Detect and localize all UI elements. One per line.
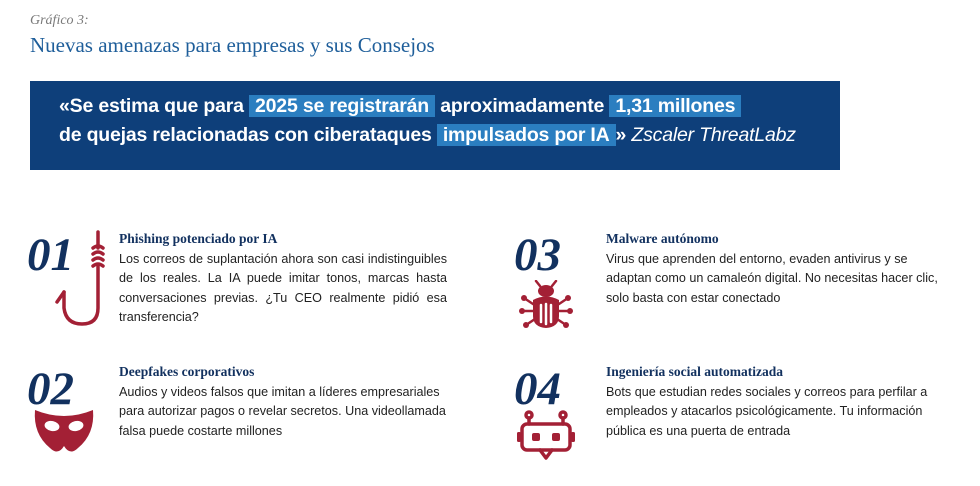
- quote-highlight-ai: impulsados por IA: [437, 124, 616, 146]
- item-description: Audios y videos falsos que imitan a líderes empresariales para autorizar pagos o revelar secretos. Una videollamada falsa puede costarte millones: [119, 384, 446, 438]
- item-description: Los correos de suplantación ahora son casi indistinguibles de los reales. La IA puede imitar tonos, marcas hasta conversaciones previas. ¿Tu CEO realmente pidió esa transferencia?: [119, 251, 447, 324]
- item-number: 03: [514, 229, 561, 281]
- item-text-block: [606, 229, 946, 308]
- fishhook-icon: [52, 228, 112, 330]
- item-number: 01: [27, 229, 74, 281]
- quote-text-3: de quejas relacionadas con ciberataques: [59, 124, 432, 146]
- robot-icon: [516, 410, 576, 462]
- quote-source: Zscaler ThreatLabz: [631, 124, 796, 146]
- item-text-block: [119, 362, 457, 441]
- bug-icon: [518, 280, 574, 332]
- item-description: Bots que estudian redes sociales y correos para perfilar a empleados y atacarlos psicológicamente. Tu información pública es una puerta de entrada: [606, 384, 928, 438]
- item-number: 02: [27, 363, 74, 415]
- quote-banner: [30, 81, 840, 170]
- item-text-block: [119, 229, 447, 328]
- quote-highlight-number: 1,31 millones: [609, 95, 741, 117]
- item-title: Ingeniería social automatizada: [606, 364, 783, 379]
- mask-icon: [32, 406, 96, 458]
- quote-text-1: «Se estima que para: [59, 95, 244, 117]
- quote-highlight-year: 2025 se registrarán: [249, 95, 435, 117]
- quote-text-2: aproximadamente: [440, 95, 605, 117]
- item-number: 04: [514, 363, 561, 415]
- item-title: Malware autónomo: [606, 231, 719, 246]
- kicker: Gráfico 3:: [30, 13, 89, 28]
- page-title: Nuevas amenazas para empresas y sus Consejos: [30, 33, 435, 57]
- quote-text-4: »: [615, 124, 627, 146]
- item-description: Virus que aprenden del entorno, evaden antivirus y se adaptan como un camaleón digital. No necesitas hacer clic, solo basta con estar conectado: [606, 251, 938, 305]
- item-title: Phishing potenciado por IA: [119, 231, 278, 246]
- item-text-block: [606, 362, 946, 441]
- item-title: Deepfakes corporativos: [119, 364, 255, 379]
